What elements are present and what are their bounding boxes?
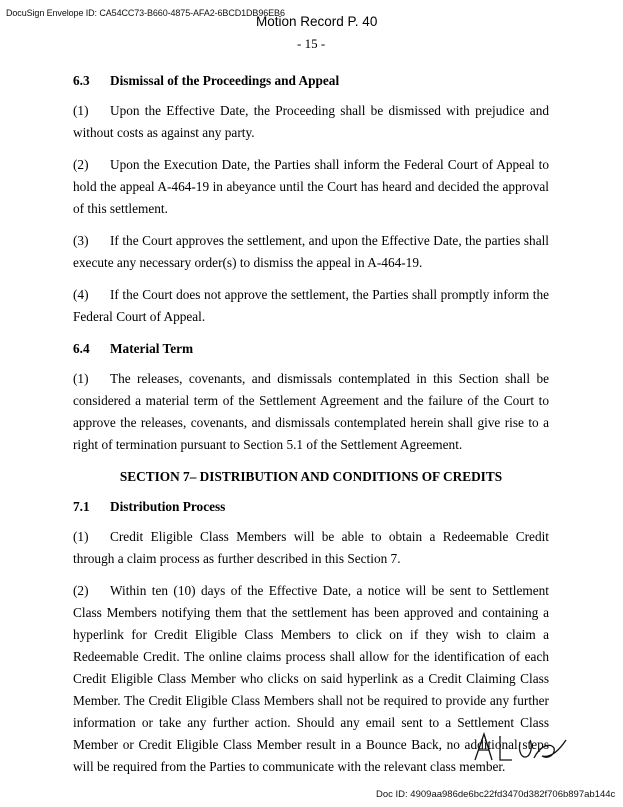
paragraph-number: (2) — [73, 583, 89, 598]
section-number: 6.3 — [73, 73, 90, 88]
docusign-envelope-id: DocuSign Envelope ID: CA54CC73-B660-4875-AFA2-6BCD1DB96EB6 — [6, 8, 285, 18]
paragraph-text: If the Court does not approve the settlement, the Parties shall promptly inform the Federal Court of Appeal. — [73, 287, 549, 324]
paragraph — [73, 154, 549, 220]
paragraph — [73, 100, 549, 144]
paragraph-number: (4) — [73, 287, 89, 302]
section-7-title: SECTION 7– DISTRIBUTION AND CONDITIONS OF CREDITS — [119, 469, 503, 484]
section-heading-6-4 — [73, 338, 549, 360]
paragraph-number: (1) — [73, 371, 89, 386]
document-body — [73, 70, 549, 788]
paragraph-text: Upon the Execution Date, the Parties shall inform the Federal Court of Appeal to hold the appeal A-464-19 in abeyance until the Court has heard and decided the approval of this settlement. — [73, 157, 549, 216]
section-number: 7.1 — [73, 499, 90, 514]
section-title: Material Term — [110, 341, 194, 356]
section-heading-6-3 — [73, 70, 549, 92]
paragraph-number: (3) — [73, 233, 89, 248]
paragraph-number: (1) — [73, 103, 89, 118]
section-heading-7-1 — [73, 496, 549, 518]
paragraph-text: Within ten (10) days of the Effective Date, a notice will be sent to Settlement Class Members notifying them that the settlement has been approved and containing a hyperlink for Credit Eligible Class Members to click on if they wish to claim a Redeemable Credit. The online claims process shall allow for the identification of each Credit Eligible Class Member who clicks on said hyperlink as a Credit Claiming Class Member. The Credit Eligible Class Members shall not be required to provide any further information or take any further action. Should any email sent to a Settlement Class Member or Credit Eligible Class Member result in a Bounce Back, no additional steps will be required from the Parties to communicate with the relevant class member. — [73, 583, 549, 774]
paragraph-text: If the Court approves the settlement, and upon the Effective Date, the parties shall execute any necessary order(s) to dismiss the appeal in A-464-19. — [73, 233, 549, 270]
paragraph-text: Credit Eligible Class Members will be able to obtain a Redeemable Credit through a claim process as further described in this Section 7. — [73, 529, 549, 566]
section-title: Dismissal of the Proceedings and Appeal — [110, 73, 340, 88]
paragraph — [73, 284, 549, 328]
motion-record-label: Motion Record P. 40 — [256, 14, 378, 29]
paragraph-number: (2) — [73, 157, 89, 172]
paragraph-text: The releases, covenants, and dismissals contemplated in this Section shall be considered a material term of the Settlement Agreement and the failure of the Court to approve the releases, covenants, and dismissals contemplated herein shall give rise to a right of termination pursuant to Section 5.1 of the Settlement Agreement. — [73, 371, 549, 452]
paragraph — [73, 368, 549, 456]
doc-id: Doc ID: 4909aa986de6bc22fd3470d382f706b897ab144c — [376, 789, 616, 800]
paragraph — [73, 230, 549, 274]
section-number: 6.4 — [73, 341, 90, 356]
paragraph — [73, 526, 549, 570]
paragraph-number: (1) — [73, 529, 89, 544]
page-number: - 15 - — [297, 36, 326, 51]
section-title: Distribution Process — [110, 499, 226, 514]
paragraph-text: Upon the Effective Date, the Proceeding shall be dismissed with prejudice and without costs as against any party. — [73, 103, 549, 140]
handwritten-initials-signature — [470, 728, 590, 768]
